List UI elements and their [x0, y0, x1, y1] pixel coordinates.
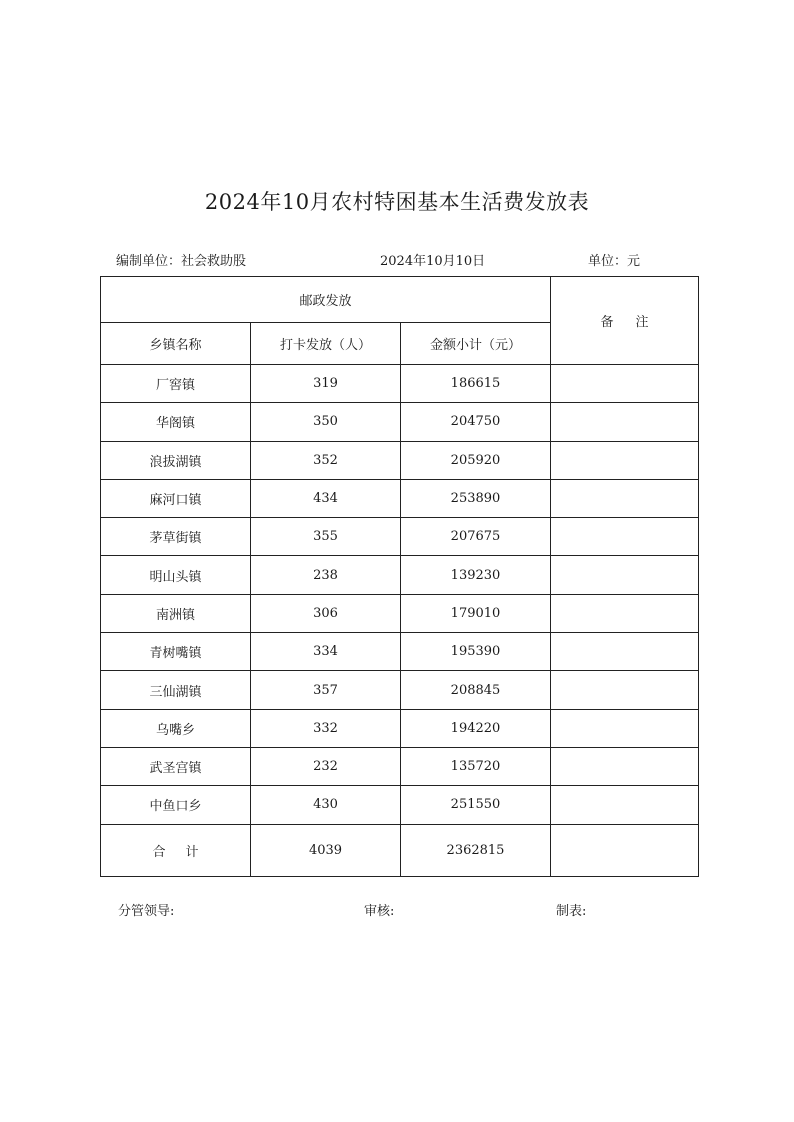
- town-cell: 浪拔湖镇: [101, 441, 251, 479]
- town-cell: 厂窖镇: [101, 365, 251, 403]
- amount-cell: 208845: [401, 671, 551, 709]
- remark-cell: [551, 594, 699, 632]
- amount-cell: 205920: [401, 441, 551, 479]
- unit-label: 单位：元: [588, 254, 641, 269]
- table-row: [101, 747, 699, 785]
- amount-cell: 194220: [401, 709, 551, 747]
- count-cell: 357: [251, 671, 401, 709]
- table-row: [101, 633, 699, 671]
- amount-cell: 179010: [401, 594, 551, 632]
- table-row: [101, 556, 699, 594]
- count-cell: 430: [251, 786, 401, 824]
- count-cell: 306: [251, 594, 401, 632]
- remark-cell: [551, 633, 699, 671]
- preparer-label: 制表:: [556, 904, 587, 919]
- town-cell: 华阁镇: [101, 403, 251, 441]
- count-cell: 332: [251, 709, 401, 747]
- remarks-header: 备注: [551, 277, 699, 365]
- town-cell: 乌嘴乡: [101, 709, 251, 747]
- remark-cell: [551, 747, 699, 785]
- remark-cell: [551, 671, 699, 709]
- page-title: 2024年10月农村特困基本生活费发放表: [204, 190, 590, 214]
- table-row: [101, 365, 699, 403]
- amount-cell: 186615: [401, 365, 551, 403]
- table-row: [101, 671, 699, 709]
- remark-cell: [551, 365, 699, 403]
- count-cell: 355: [251, 518, 401, 556]
- total-count: 4039: [251, 824, 401, 876]
- remark-cell: [551, 518, 699, 556]
- remark-cell: [551, 556, 699, 594]
- town-cell: 茅草街镇: [101, 518, 251, 556]
- remark-cell: [551, 709, 699, 747]
- supervisor-label: 分管领导:: [118, 904, 175, 919]
- count-cell: 350: [251, 403, 401, 441]
- town-cell: 青树嘴镇: [101, 633, 251, 671]
- amount-cell: 195390: [401, 633, 551, 671]
- table-row: [101, 594, 699, 632]
- amount-cell: 207675: [401, 518, 551, 556]
- amount-cell: 204750: [401, 403, 551, 441]
- total-remark: [551, 824, 699, 876]
- total-amount: 2362815: [401, 824, 551, 876]
- table-row: [101, 479, 699, 517]
- table-row: [101, 441, 699, 479]
- total-row: [101, 824, 699, 876]
- table-row: [101, 709, 699, 747]
- table-row: [101, 786, 699, 824]
- amount-cell: 251550: [401, 786, 551, 824]
- column-header-count: 打卡发放（人）: [251, 323, 401, 365]
- town-cell: 中鱼口乡: [101, 786, 251, 824]
- amount-cell: 135720: [401, 747, 551, 785]
- count-cell: 232: [251, 747, 401, 785]
- remark-cell: [551, 786, 699, 824]
- reviewer-label: 审核:: [364, 904, 395, 919]
- date-label: 2024年10月10日: [380, 254, 486, 269]
- count-cell: 334: [251, 633, 401, 671]
- town-cell: 南洲镇: [101, 594, 251, 632]
- compiler-label: 编制单位：社会救助股: [116, 254, 247, 269]
- town-cell: 明山头镇: [101, 556, 251, 594]
- remark-cell: [551, 479, 699, 517]
- table-row: [101, 403, 699, 441]
- amount-cell: 139230: [401, 556, 551, 594]
- header-row-group: [101, 277, 699, 323]
- remark-cell: [551, 441, 699, 479]
- amount-cell: 253890: [401, 479, 551, 517]
- table-row: [101, 518, 699, 556]
- group-header: 邮政发放: [101, 277, 551, 323]
- count-cell: 238: [251, 556, 401, 594]
- count-cell: 434: [251, 479, 401, 517]
- town-cell: 三仙湖镇: [101, 671, 251, 709]
- total-label: 合计: [101, 824, 251, 876]
- column-header-town: 乡镇名称: [101, 323, 251, 365]
- column-header-amount: 金额小计（元）: [401, 323, 551, 365]
- payment-table: [100, 276, 699, 877]
- remark-cell: [551, 403, 699, 441]
- count-cell: 319: [251, 365, 401, 403]
- town-cell: 麻河口镇: [101, 479, 251, 517]
- town-cell: 武圣宫镇: [101, 747, 251, 785]
- count-cell: 352: [251, 441, 401, 479]
